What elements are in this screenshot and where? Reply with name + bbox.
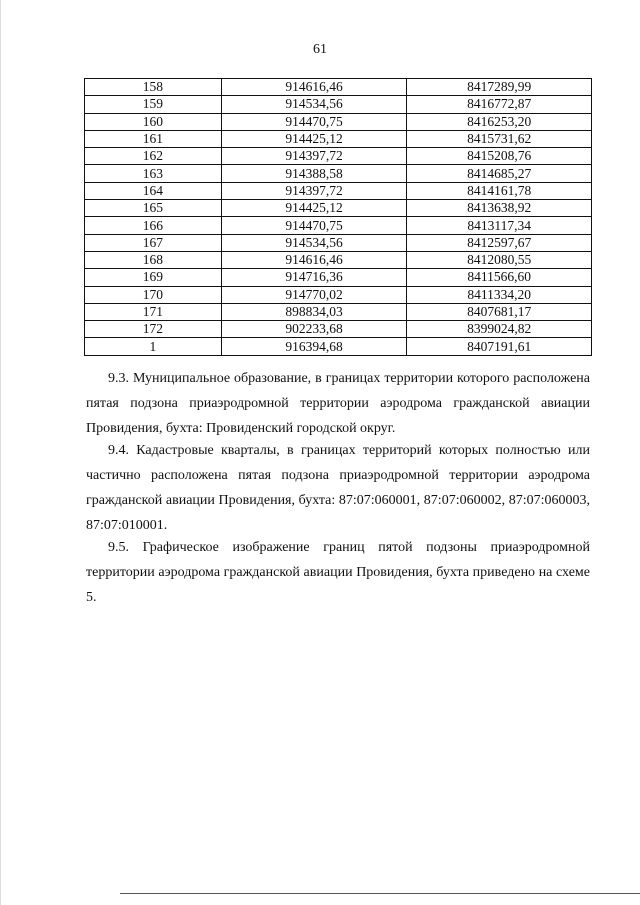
point-number-cell: 160 bbox=[85, 113, 222, 130]
x-coordinate-cell: 914388,58 bbox=[221, 165, 407, 182]
x-coordinate-cell: 914534,56 bbox=[221, 234, 407, 251]
x-coordinate-cell: 914470,75 bbox=[221, 217, 407, 234]
point-number-cell: 167 bbox=[85, 234, 222, 251]
y-coordinate-cell: 8414685,27 bbox=[407, 165, 592, 182]
point-number-cell: 172 bbox=[85, 321, 222, 338]
paragraph-9-3: 9.3. Муниципальное образование, в границах территории которого расположена пятая подзона приаэродромной территории аэродрома гражданской авиации Провидения, бухта: Провиденский городской округ. bbox=[86, 371, 590, 436]
table-row bbox=[85, 303, 592, 320]
y-coordinate-cell: 8407191,61 bbox=[407, 338, 592, 355]
table-row bbox=[85, 79, 592, 96]
point-number-cell: 165 bbox=[85, 200, 222, 217]
paragraph-9-5: 9.5. Графическое изображение границ пятой подзоны приаэродромной территории аэродрома гражданской авиации Провидения, бухта приведено на схеме 5. bbox=[86, 540, 590, 605]
x-coordinate-cell: 898834,03 bbox=[221, 303, 407, 320]
y-coordinate-cell: 8414161,78 bbox=[407, 182, 592, 199]
x-coordinate-cell: 902233,68 bbox=[221, 321, 407, 338]
table-row bbox=[85, 182, 592, 199]
table-row bbox=[85, 217, 592, 234]
table-row bbox=[85, 269, 592, 286]
x-coordinate-cell: 914534,56 bbox=[221, 96, 407, 113]
table-row bbox=[85, 338, 592, 355]
table-row bbox=[85, 165, 592, 182]
table-row bbox=[85, 251, 592, 268]
point-number-cell: 166 bbox=[85, 217, 222, 234]
y-coordinate-cell: 8417289,99 bbox=[407, 79, 592, 96]
x-coordinate-cell: 916394,68 bbox=[221, 338, 407, 355]
coordinates-table bbox=[84, 78, 592, 356]
table-row bbox=[85, 130, 592, 147]
scan-bottom-line bbox=[120, 893, 640, 894]
y-coordinate-cell: 8407681,17 bbox=[407, 303, 592, 320]
y-coordinate-cell: 8412597,67 bbox=[407, 234, 592, 251]
point-number-cell: 161 bbox=[85, 130, 222, 147]
paragraph-9-4: 9.4. Кадастровые кварталы, в границах территорий которых полностью или частично расположена пятая подзона приаэродромной территории аэродрома гражданской авиации Провидения, бухта: 87:07:060001, 87:07:060002, 87:07:060003, 87:07:010001. bbox=[86, 443, 590, 533]
x-coordinate-cell: 914425,12 bbox=[221, 200, 407, 217]
y-coordinate-cell: 8413638,92 bbox=[407, 200, 592, 217]
scan-edge bbox=[0, 0, 1, 905]
x-coordinate-cell: 914397,72 bbox=[221, 148, 407, 165]
point-number-cell: 170 bbox=[85, 286, 222, 303]
point-number-cell: 159 bbox=[85, 96, 222, 113]
coordinates-table-body bbox=[85, 79, 592, 356]
x-coordinate-cell: 914616,46 bbox=[221, 79, 407, 96]
point-number-cell: 171 bbox=[85, 303, 222, 320]
y-coordinate-cell: 8411334,20 bbox=[407, 286, 592, 303]
x-coordinate-cell: 914397,72 bbox=[221, 182, 407, 199]
y-coordinate-cell: 8415208,76 bbox=[407, 148, 592, 165]
x-coordinate-cell: 914716,36 bbox=[221, 269, 407, 286]
table-row bbox=[85, 113, 592, 130]
table-row bbox=[85, 286, 592, 303]
point-number-cell: 169 bbox=[85, 269, 222, 286]
table-row bbox=[85, 148, 592, 165]
y-coordinate-cell: 8399024,82 bbox=[407, 321, 592, 338]
x-coordinate-cell: 914470,75 bbox=[221, 113, 407, 130]
table-row bbox=[85, 234, 592, 251]
y-coordinate-cell: 8416253,20 bbox=[407, 113, 592, 130]
point-number-cell: 1 bbox=[85, 338, 222, 355]
y-coordinate-cell: 8412080,55 bbox=[407, 251, 592, 268]
x-coordinate-cell: 914425,12 bbox=[221, 130, 407, 147]
y-coordinate-cell: 8416772,87 bbox=[407, 96, 592, 113]
table-row bbox=[85, 96, 592, 113]
point-number-cell: 164 bbox=[85, 182, 222, 199]
table-row bbox=[85, 321, 592, 338]
point-number-cell: 158 bbox=[85, 79, 222, 96]
point-number-cell: 163 bbox=[85, 165, 222, 182]
point-number-cell: 162 bbox=[85, 148, 222, 165]
x-coordinate-cell: 914616,46 bbox=[221, 251, 407, 268]
y-coordinate-cell: 8411566,60 bbox=[407, 269, 592, 286]
x-coordinate-cell: 914770,02 bbox=[221, 286, 407, 303]
y-coordinate-cell: 8413117,34 bbox=[407, 217, 592, 234]
page-number: 61 bbox=[313, 42, 327, 57]
point-number-cell: 168 bbox=[85, 251, 222, 268]
table-row bbox=[85, 200, 592, 217]
y-coordinate-cell: 8415731,62 bbox=[407, 130, 592, 147]
